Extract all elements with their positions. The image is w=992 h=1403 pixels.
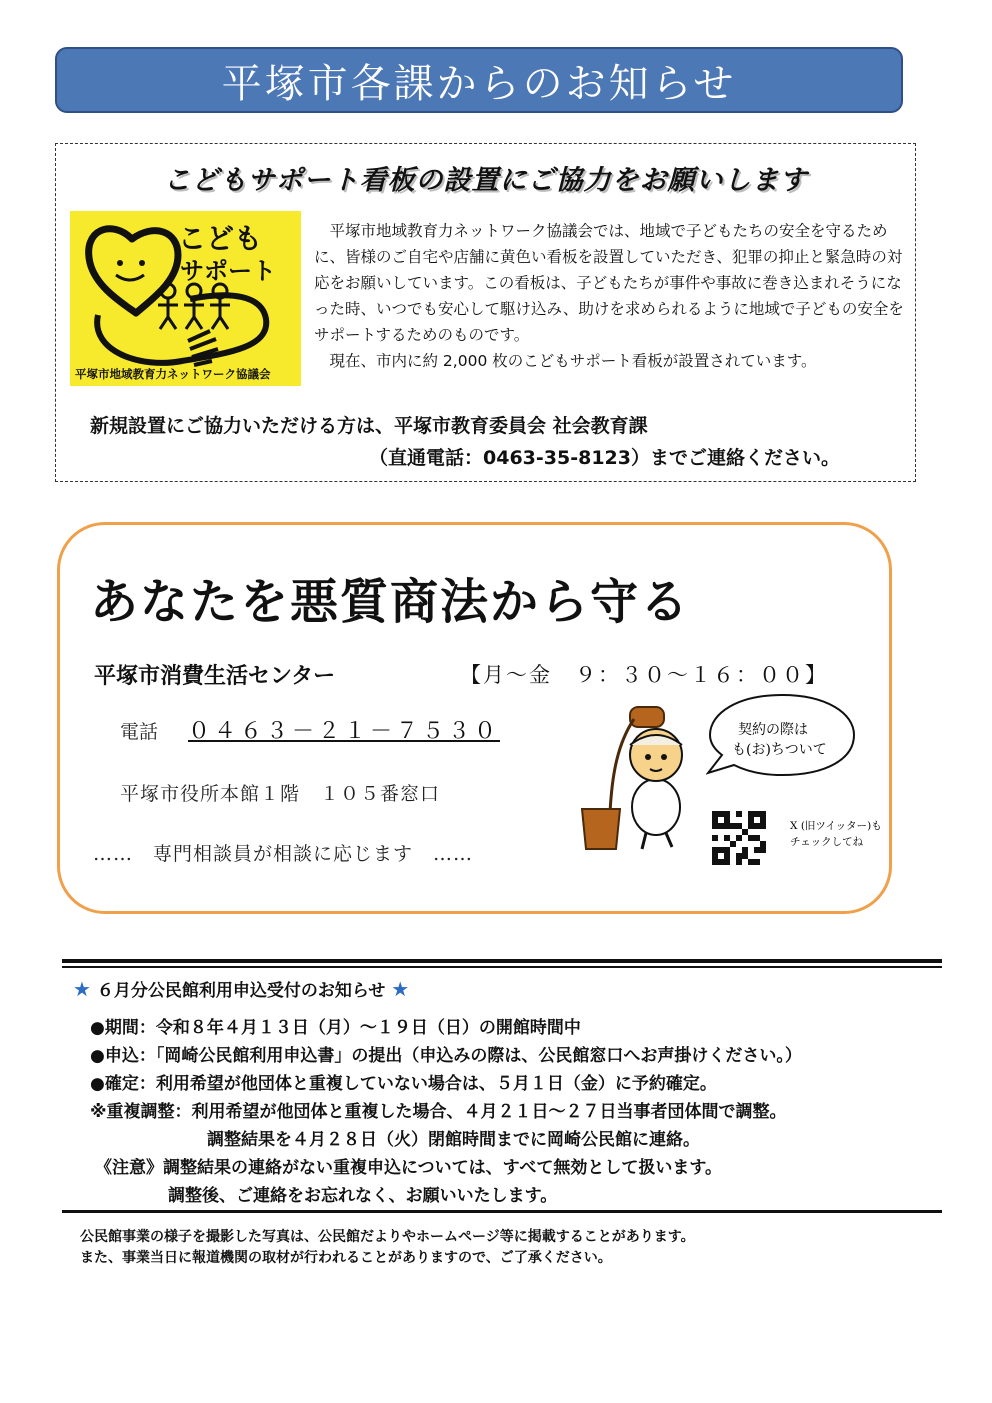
kodomo-support-logo (70, 211, 301, 386)
notice-heading (73, 976, 409, 1001)
notice-top-rule (62, 959, 942, 963)
logo-title-2: サポート (180, 257, 276, 285)
logo-title-1: こども (178, 222, 263, 255)
consumer-center-section (57, 522, 892, 914)
star-icon: ★ (73, 977, 91, 1001)
star-icon: ★ (391, 977, 410, 1001)
consumer-address: 平塚市役所本館１階 １０５番窓口 (120, 783, 441, 805)
footer-line-1: 公民館事業の様子を撮影した写真は、公民館だよりやホームページ等に掲載することがあります。 (80, 1229, 695, 1245)
support-heading: こどもサポート看板の設置にご協力をお願いします (163, 165, 808, 196)
support-contact-line-2: （直通電話：0463-35-8123）までご連絡ください。 (369, 447, 840, 469)
consumer-center-name: 平塚市消費生活センター (94, 664, 336, 689)
support-sign-section (55, 143, 916, 482)
notice-line-period: ●期間：令和８年４月１３日（月）～１９日（日）の開館時間中 (90, 1018, 581, 1038)
consumer-title: あなたを悪質商法から守る (90, 574, 691, 630)
consumer-hours: 【月～金 ９：３０～１６：００】 (460, 663, 828, 687)
x-follow-line-1: X (旧ツイッター)も (790, 820, 882, 832)
notice-bottom-rule (62, 1210, 942, 1213)
qr-code-icon[interactable] (712, 811, 766, 865)
notice-line-overlap-result: 調整結果を４月２８日（火）閉館時間までに岡崎公民館に連絡。 (207, 1130, 700, 1150)
notice-top-rule-thin (62, 966, 942, 968)
notice-line-overlap: ※重複調整：利用希望が他団体と重複した場合、４月２１日～２７日当事者団体間で調整。 (90, 1102, 787, 1122)
notice-line-caution: 《注意》調整結果の連絡がない重複申込については、すべて無効として扱います。 (95, 1158, 722, 1178)
phone-label: 電話 (120, 721, 159, 743)
notice-line-confirm: ●確定：利用希望が他団体と重複していない場合は、５月１日（金）に予約確定。 (90, 1074, 717, 1094)
logo-caption: 平塚市地域教育力ネットワーク協議会 (75, 367, 271, 381)
support-contact-line-1: 新規設置にご協力いただける方は、平塚市教育委員会 社会教育課 (90, 415, 648, 437)
notice-line-apply: ●申込：「岡崎公民館利用申込書」の提出（申込みの際は、公民館窓口へお声掛けください。） (90, 1046, 802, 1066)
phone-number: ０４６３－２１－７５３０ (188, 719, 501, 744)
support-paragraph-1: 平塚市地域教育力ネットワーク協議会では、地域で子どもたちの安全を守るために、皆様のご自宅や店舗に黄色い看板を設置していただき、犯罪の抑止と緊急時の対応をお願いしています。この看板は、子どもたちが事件や事故に巻き込まれそうになった時、いつでも安心して駆け込み、助けを求められるように地域で子どもの安全をサポートするためのものです。 (314, 222, 904, 344)
notice-heading-text: ６月分公民館利用申込受付のお知らせ (96, 981, 386, 1001)
support-body (314, 218, 909, 374)
bubble-line-2: も(お)ちついて (732, 742, 827, 758)
x-follow-line-2: チェックしてね (790, 836, 864, 848)
header-banner (55, 47, 903, 113)
mascot-illustration (568, 703, 708, 853)
footer-line-2: また、事業当日に報道機関の取材が行われることがありますので、ご了承ください。 (80, 1250, 612, 1266)
notice-line-caution-2: 調整後、ご連絡をお忘れなく、お願いいたします。 (168, 1186, 558, 1206)
page-title: 平塚市各課からのお知らせ (221, 60, 737, 107)
bubble-line-1: 契約の際は (738, 722, 808, 738)
consumer-note: …… 専門相談員が相談に応じます …… (93, 843, 474, 865)
support-paragraph-2: 現在、市内に約 2,000 枚のこどもサポート看板が設置されています。 (329, 352, 817, 370)
